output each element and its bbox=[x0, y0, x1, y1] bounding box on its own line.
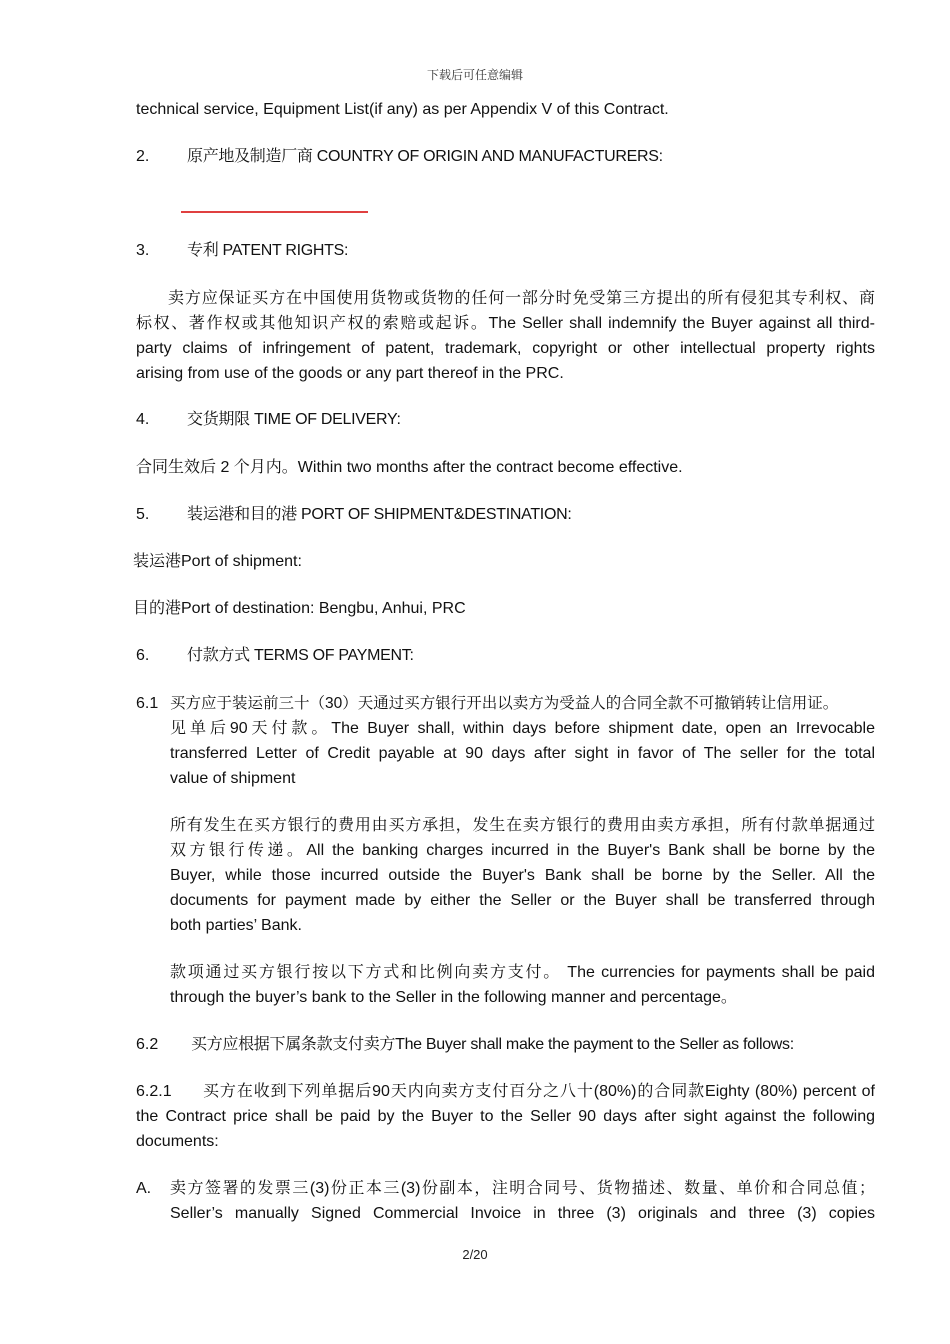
clause-6-2-1-number: 6.2.1 bbox=[136, 1083, 172, 1100]
red-underline bbox=[181, 211, 368, 213]
bank-charges-line-2: 双方银行传递。All the banking charges incurred in the Buyer's Bank shall be borne by the bbox=[170, 842, 875, 859]
bank-charges-line-5: both parties’ Bank. bbox=[170, 917, 302, 934]
item-a-line-2: Seller’s manually Signed Commercial Invoice in three (3) originals and three (3) copies bbox=[170, 1205, 875, 1222]
clause-6-1-number: 6.1 bbox=[136, 695, 159, 712]
section-5-title: 装运港和目的港 PORT OF SHIPMENT&DESTINATION: bbox=[187, 506, 572, 523]
clause-6-2-number: 6.2 bbox=[136, 1036, 159, 1053]
section-4-number: 4. bbox=[136, 411, 150, 428]
patent-line-1: 卖方应保证买方在中国使用货物或货物的任何一部分时免受第三方提出的所有侵犯其专利权、商 bbox=[168, 290, 875, 307]
delivery-text: 合同生效后 2 个月内。Within two months after the contract become effective. bbox=[136, 459, 683, 476]
clause-6-1-line-4: value of shipment bbox=[170, 770, 296, 787]
bank-charges-line-3: Buyer, while those incurred outside the Buyer's Bank shall be borne by the Seller. All the bbox=[170, 867, 875, 884]
clause-6-2-1-line-1: 买方在收到下列单据后90天内向卖方支付百分之八十(80%)的合同款Eighty (80%) percent of bbox=[203, 1083, 875, 1100]
clause-6-1-line-1: 买方应于装运前三十（30）天通过买方银行开出以卖方为受益人的合同全款不可撤销转让信用证。 bbox=[170, 695, 839, 712]
section-6-number: 6. bbox=[136, 647, 150, 664]
clause-6-2-1-line-2: the Contract price shall be paid by the Buyer to the Seller 90 days after sight against the following bbox=[136, 1108, 875, 1125]
clause-6-1-line-3: transferred Letter of Credit payable at 90 days after sight in favor of The seller for the total bbox=[170, 745, 875, 762]
page-number: 2/20 bbox=[462, 1247, 488, 1262]
section-2-title: 原产地及制造厂商 COUNTRY OF ORIGIN AND MANUFACTURERS: bbox=[187, 148, 663, 165]
item-a-line-1: 卖方签署的发票三(3)份正本三(3)份副本，注明合同号、货物描述、数量、单价和合同总值； bbox=[170, 1180, 875, 1197]
port-of-destination: 目的港Port of destination: Bengbu, Anhui, PRC bbox=[133, 600, 466, 617]
patent-line-2: 标权、著作权或其他知识产权的索赔或起诉。The Seller shall indemnify the Buyer against all third- bbox=[136, 315, 875, 332]
section-3-number: 3. bbox=[136, 242, 150, 259]
section-5-number: 5. bbox=[136, 506, 150, 523]
section-3-title: 专利 PATENT RIGHTS: bbox=[187, 242, 349, 259]
bank-charges-line-4: documents for payment made by either the Seller or the Buyer shall be transferred through bbox=[170, 892, 875, 909]
page-header: 下载后可任意编辑 bbox=[426, 68, 523, 82]
clause-6-1-line-2: 见单后90天付款。The Buyer shall, within days before shipment date, open an Irrevocable bbox=[170, 720, 875, 737]
patent-line-4: arising from use of the goods or any part thereof in the PRC. bbox=[136, 365, 564, 382]
currency-line-2: through the buyer’s bank to the Seller in the following manner and percentage。 bbox=[170, 989, 737, 1006]
clause-6-2-1-line-3: documents: bbox=[136, 1133, 219, 1150]
port-of-shipment: 装运港Port of shipment: bbox=[133, 553, 302, 570]
section-6-title: 付款方式 TERMS OF PAYMENT: bbox=[187, 647, 414, 664]
patent-line-3: party claims of infringement of patent, trademark, copyright or other intellectual property rights bbox=[136, 340, 875, 357]
intro-line: technical service, Equipment List(if any) as per Appendix V of this Contract. bbox=[136, 101, 669, 118]
bank-charges-line-1: 所有发生在买方银行的费用由买方承担，发生在卖方银行的费用由卖方承担，所有付款单据通过 bbox=[170, 817, 875, 834]
currency-line-1: 款项通过买方银行按以下方式和比例向卖方支付。 The currencies for payments shall be paid bbox=[170, 964, 875, 981]
section-4-title: 交货期限 TIME OF DELIVERY: bbox=[187, 411, 401, 428]
clause-6-2-text: 买方应根据下属条款支付卖方The Buyer shall make the payment to the Seller as follows: bbox=[191, 1036, 794, 1053]
section-2-number: 2. bbox=[136, 148, 150, 165]
item-a-label: A. bbox=[136, 1180, 152, 1197]
